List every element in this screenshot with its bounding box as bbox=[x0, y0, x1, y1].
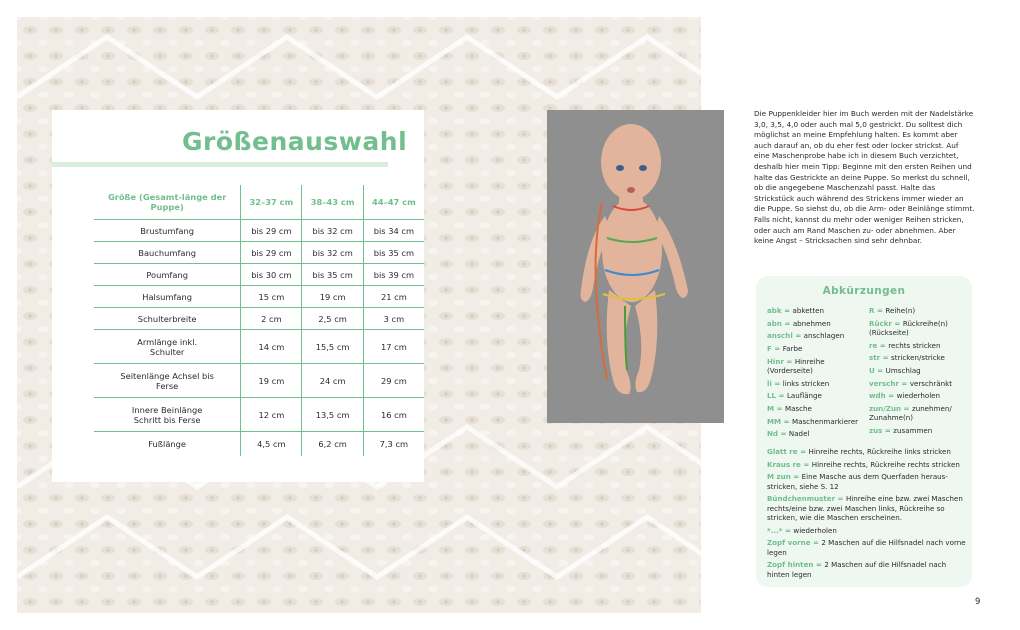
abbr-value: verschränkt bbox=[909, 378, 953, 388]
cell: bis 35 cm bbox=[363, 242, 424, 264]
table-row bbox=[94, 264, 424, 286]
abbr-value: abnehmen bbox=[792, 318, 831, 328]
cell: bis 35 cm bbox=[302, 264, 363, 286]
list-item: Glatt re = Hinreihe rechts, Rückreihe links stricken bbox=[767, 447, 951, 456]
abbr-key: li bbox=[767, 378, 772, 388]
abbr-key: wdh bbox=[869, 391, 886, 401]
abbr-value: anschlagen bbox=[803, 331, 845, 341]
abbr-value: 2 Maschen auf die Hilfsnadel nach vorne legen bbox=[767, 538, 966, 557]
table-row bbox=[94, 330, 424, 364]
abbr-key: anschl bbox=[767, 331, 793, 341]
cell: bis 32 cm bbox=[302, 220, 363, 242]
abbr-key: LL bbox=[767, 391, 777, 401]
list-item: abk = abketten bbox=[767, 306, 824, 315]
abbreviations-left-list bbox=[767, 306, 871, 442]
abbr-key: Zopf hinten bbox=[767, 560, 814, 570]
row-label: Innere Beinlänge Schritt bis Ferse bbox=[131, 404, 203, 425]
cell: 6,2 cm bbox=[302, 432, 363, 456]
list-item: Zopf vorne = 2 Maschen auf die Hilfsnadel nach vorne legen bbox=[767, 538, 966, 557]
title-underline bbox=[52, 162, 388, 167]
abbr-value: wiederholen bbox=[793, 525, 837, 535]
abbr-key: U bbox=[869, 366, 875, 376]
list-item: Nd = Nadel bbox=[767, 429, 810, 439]
abbr-key: M zun bbox=[767, 472, 791, 482]
page-title: Größenauswahl bbox=[182, 127, 408, 156]
size-table bbox=[94, 185, 424, 456]
cell: 2,5 cm bbox=[302, 308, 363, 330]
page-number: 9 bbox=[975, 597, 981, 607]
abbr-key: zus bbox=[869, 426, 883, 436]
cell: 19 cm bbox=[302, 286, 363, 308]
cell: 4,5 cm bbox=[241, 432, 302, 456]
abbr-key: abk bbox=[767, 306, 782, 315]
abbr-value: Hinreihe eine bzw. zwei Maschen rechts/eine bzw. zwei Maschen links, Rückreihe so stricken, wie die Maschen erscheinen. bbox=[767, 494, 963, 522]
abbreviations-title: Abkürzungen bbox=[822, 285, 906, 297]
cell: bis 34 cm bbox=[363, 220, 424, 242]
abbr-value: zunehmen/ Zunahme(n) bbox=[869, 404, 952, 423]
abbr-value: Eine Masche aus dem Querfaden heraus-stricken, siehe S. 12 bbox=[767, 472, 948, 491]
abbr-key: F bbox=[767, 344, 772, 354]
abbr-value: rechts stricken bbox=[888, 340, 941, 350]
abbr-value: Reihe(n) bbox=[885, 306, 916, 315]
abbreviations-right-list bbox=[869, 306, 969, 439]
abbr-key: abn bbox=[767, 318, 782, 328]
list-item: zun/Zun = zunehmen/ Zunahme(n) bbox=[869, 404, 952, 423]
cell: 19 cm bbox=[241, 364, 302, 398]
cell: 16 cm bbox=[363, 398, 424, 432]
list-item: *...* = wiederholen bbox=[767, 525, 837, 535]
list-item: M = Masche bbox=[767, 404, 812, 414]
table-row bbox=[94, 242, 424, 264]
cell: 15,5 cm bbox=[302, 330, 363, 364]
cell: bis 30 cm bbox=[241, 264, 302, 286]
list-item: Rückr = Rückreihe(n) (Rückseite) bbox=[869, 318, 948, 337]
column-header-small: 32–37 cm bbox=[241, 185, 302, 220]
row-label: Fußlänge bbox=[148, 438, 187, 449]
cell: bis 32 cm bbox=[302, 242, 363, 264]
abbr-key: Nd bbox=[767, 429, 779, 439]
abbr-key: Glatt re bbox=[767, 447, 798, 456]
abbr-value: Hinreihe (Vorderseite) bbox=[767, 356, 825, 376]
abbreviations-box bbox=[756, 276, 972, 587]
list-item: str = stricken/stricke bbox=[869, 353, 945, 363]
list-item: LL = Lauflänge bbox=[767, 391, 822, 401]
abbr-key: str bbox=[869, 353, 881, 363]
list-item: zus = zusammen bbox=[869, 426, 933, 436]
abbr-value: Farbe bbox=[782, 344, 803, 354]
row-label: Brustumfang bbox=[140, 225, 195, 236]
list-item: Kraus re = Hinreihe rechts, Rückreihe rechts stricken bbox=[767, 459, 960, 469]
abbr-value: Hinreihe rechts, Rückreihe rechts stricken bbox=[811, 459, 960, 469]
abbr-key: MM bbox=[767, 416, 782, 426]
abbr-key: M bbox=[767, 404, 775, 414]
cell: bis 39 cm bbox=[363, 264, 424, 286]
column-header-large: 44–47 cm bbox=[363, 185, 424, 220]
cell: bis 29 cm bbox=[241, 242, 302, 264]
cell: 3 cm bbox=[363, 308, 424, 330]
intro-paragraph: Die Puppenkleider hier im Buch werden mit der Nadelstärke 3,0, 3,5, 4,0 oder auch mal 5,0 gestrickt. Du solltest dich möglichst an meine Empfehlung halten. Es kommt aber auch darauf an, ob du eher fest oder locker strickst. Auf eine Maschenprobe habe ich in diesem Buch verzichtet, deshalb hier mein Tipp: Beginne mit den ersten Reihen und halte das Gestrickte an deine Puppe. So merkst du schnell, ob die angegebene Maschenzahl passt. Halte das Strickstück auch während des Strickens immer wieder an die Puppe. So siehst du, ob die Arm- oder Beinlänge stimmt. Falls nicht, kannst du mehr oder weniger Reihen stricken, oder auch am Rand Maschen zu- oder abnehmen. Aber keine Angst – Stricksachen sind sehr dehnbar. bbox=[754, 109, 975, 246]
table-row bbox=[94, 432, 424, 456]
abbreviations-full-list bbox=[767, 447, 969, 582]
cell: 17 cm bbox=[363, 330, 424, 364]
cell: 14 cm bbox=[241, 330, 302, 364]
cell: 2 cm bbox=[241, 308, 302, 330]
list-item: wdh = wiederholen bbox=[869, 391, 941, 401]
list-item: abn = abnehmen bbox=[767, 318, 831, 328]
doll-photo bbox=[547, 110, 724, 423]
row-label: Bauchumfang bbox=[138, 247, 196, 258]
abbr-key: R bbox=[869, 306, 875, 315]
row-label: Armlänge inkl. Schulter bbox=[137, 336, 198, 357]
cell: 13,5 cm bbox=[302, 398, 363, 432]
abbr-value: zusammen bbox=[893, 426, 933, 436]
abbr-value: stricken/stricke bbox=[891, 353, 945, 363]
table-row bbox=[94, 308, 424, 330]
cell: 15 cm bbox=[241, 286, 302, 308]
abbr-key: *...* bbox=[767, 525, 783, 535]
abbr-value: Lauflänge bbox=[786, 391, 822, 401]
table-header-row bbox=[94, 185, 424, 220]
column-header-size: Größe (Gesamt-länge der Puppe) bbox=[107, 192, 227, 212]
table-row bbox=[94, 286, 424, 308]
table-row bbox=[94, 364, 424, 398]
row-label: Poumfang bbox=[146, 269, 188, 280]
abbr-value: Masche bbox=[784, 404, 812, 414]
list-item: li = links stricken bbox=[767, 378, 830, 388]
list-item: R = Reihe(n) bbox=[869, 306, 916, 315]
cell: bis 29 cm bbox=[241, 220, 302, 242]
abbr-value: wiederholen bbox=[896, 391, 941, 401]
abbr-key: verschr bbox=[869, 378, 899, 388]
list-item: M zun = Eine Masche aus dem Querfaden heraus-stricken, siehe S. 12 bbox=[767, 472, 948, 491]
row-label: Seitenlänge Achsel bis Ferse bbox=[120, 370, 214, 391]
abbr-value: Hinreihe rechts, Rückreihe links stricken bbox=[808, 447, 951, 456]
abbr-key: re bbox=[869, 340, 878, 350]
list-item: anschl = anschlagen bbox=[767, 331, 845, 341]
abbr-key: Kraus re bbox=[767, 459, 801, 469]
list-item: verschr = verschränkt bbox=[869, 378, 953, 388]
abbr-key: Rückr bbox=[869, 318, 892, 328]
abbr-value: Umschlag bbox=[885, 366, 921, 376]
table-row bbox=[94, 398, 424, 432]
abbr-value: links stricken bbox=[782, 378, 830, 388]
abbr-key: Bündchenmuster bbox=[767, 494, 836, 504]
abbr-value: abketten bbox=[792, 306, 824, 315]
table-row bbox=[94, 220, 424, 242]
abbr-key: zun/Zun bbox=[869, 404, 902, 414]
cell: 12 cm bbox=[241, 398, 302, 432]
size-table-card bbox=[52, 110, 424, 482]
abbr-key: Hinr bbox=[767, 356, 784, 366]
row-label: Schulterbreite bbox=[137, 313, 197, 324]
abbr-value: Nadel bbox=[788, 429, 810, 439]
abbr-key: Zopf vorne bbox=[767, 538, 811, 548]
list-item: Bündchenmuster = Hinreihe eine bzw. zwei Maschen rechts/eine bzw. zwei Maschen links, Rückreihe so stricken, wie die Maschen erscheinen. bbox=[767, 494, 963, 522]
list-item: Zopf hinten = 2 Maschen auf die Hilfsnadel nach hinten legen bbox=[767, 560, 947, 579]
cell: 21 cm bbox=[363, 286, 424, 308]
cell: 29 cm bbox=[363, 364, 424, 398]
list-item: MM = Maschenmarkierer bbox=[767, 416, 859, 426]
column-header-medium: 38–43 cm bbox=[302, 185, 363, 220]
list-item: Hinr = Hinreihe (Vorderseite) bbox=[767, 356, 825, 376]
abbr-value: 2 Maschen auf die Hilfsnadel nach hinten legen bbox=[767, 560, 947, 579]
list-item: U = Umschlag bbox=[869, 366, 921, 376]
abbr-value: Maschenmarkierer bbox=[792, 416, 859, 426]
cell: 24 cm bbox=[302, 364, 363, 398]
list-item: F = Farbe bbox=[767, 344, 803, 354]
row-label: Halsumfang bbox=[142, 291, 193, 302]
list-item: re = rechts stricken bbox=[869, 340, 941, 350]
abbr-value: Rückreihe(n) (Rückseite) bbox=[869, 318, 948, 337]
cell: 7,3 cm bbox=[363, 432, 424, 456]
